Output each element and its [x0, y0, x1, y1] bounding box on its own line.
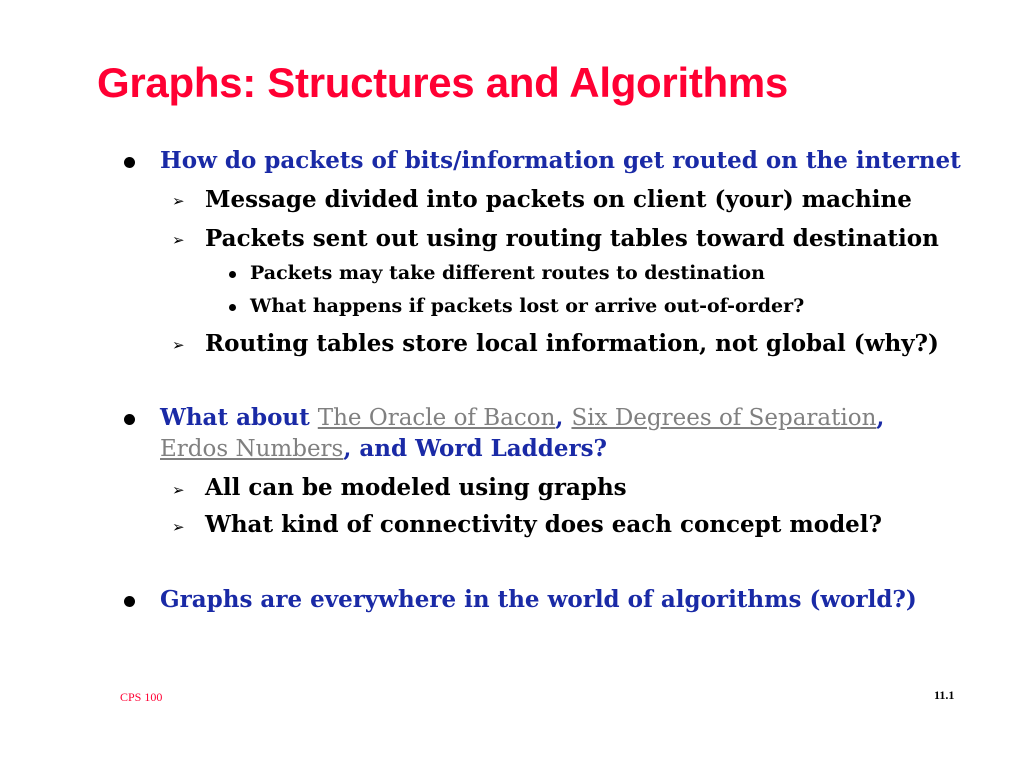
bullet-2-text [160, 405, 884, 431]
separator-comma: , [555, 404, 564, 431]
footer-slide-number: 11.1 [934, 688, 955, 702]
bullet-circle-icon [124, 157, 135, 168]
bullet-circle-icon [124, 596, 135, 607]
arrow-bullet-icon: ➢ [172, 192, 185, 210]
bullet-1-sub-2: Packets sent out using routing tables toward destination [205, 225, 939, 252]
erdos-numbers-link[interactable]: Erdos Numbers [160, 436, 344, 462]
oracle-of-bacon-link[interactable]: The Oracle of Bacon [317, 405, 556, 431]
bullet-2-suffix: , and Word Ladders? [343, 435, 608, 462]
bullet-2-text-line-2 [160, 436, 607, 462]
separator-comma: , [876, 404, 885, 431]
arrow-bullet-icon: ➢ [172, 336, 185, 354]
small-dot-bullet-icon [229, 304, 236, 311]
slide-title: Graphs: Structures and Algorithms [97, 59, 788, 106]
arrow-bullet-icon: ➢ [172, 518, 185, 536]
bullet-circle-icon [124, 414, 135, 425]
bullet-3-text: Graphs are everywhere in the world of algorithms (world?) [160, 586, 917, 613]
bullet-2-sub-1: All can be modeled using graphs [205, 474, 627, 501]
footer-course-label: CPS 100 [120, 690, 163, 704]
arrow-bullet-icon: ➢ [172, 481, 185, 499]
bullet-1-text: How do packets of bits/information get routed on the internet [160, 147, 961, 174]
bullet-1-sub-3: Routing tables store local information, not global (why?) [205, 330, 939, 357]
six-degrees-link[interactable]: Six Degrees of Separation [571, 405, 877, 431]
bullet-2-prefix: What about [160, 404, 318, 431]
arrow-bullet-icon: ➢ [172, 231, 185, 249]
small-dot-bullet-icon [229, 271, 236, 278]
bullet-2-sub-2: What kind of connectivity does each concept model? [205, 511, 883, 538]
bullet-1-sub-2-item-1: Packets may take different routes to destination [250, 262, 765, 284]
bullet-1-sub-1: Message divided into packets on client (your) machine [205, 186, 912, 213]
bullet-1-sub-2-item-2: What happens if packets lost or arrive out-of-order? [250, 295, 805, 317]
